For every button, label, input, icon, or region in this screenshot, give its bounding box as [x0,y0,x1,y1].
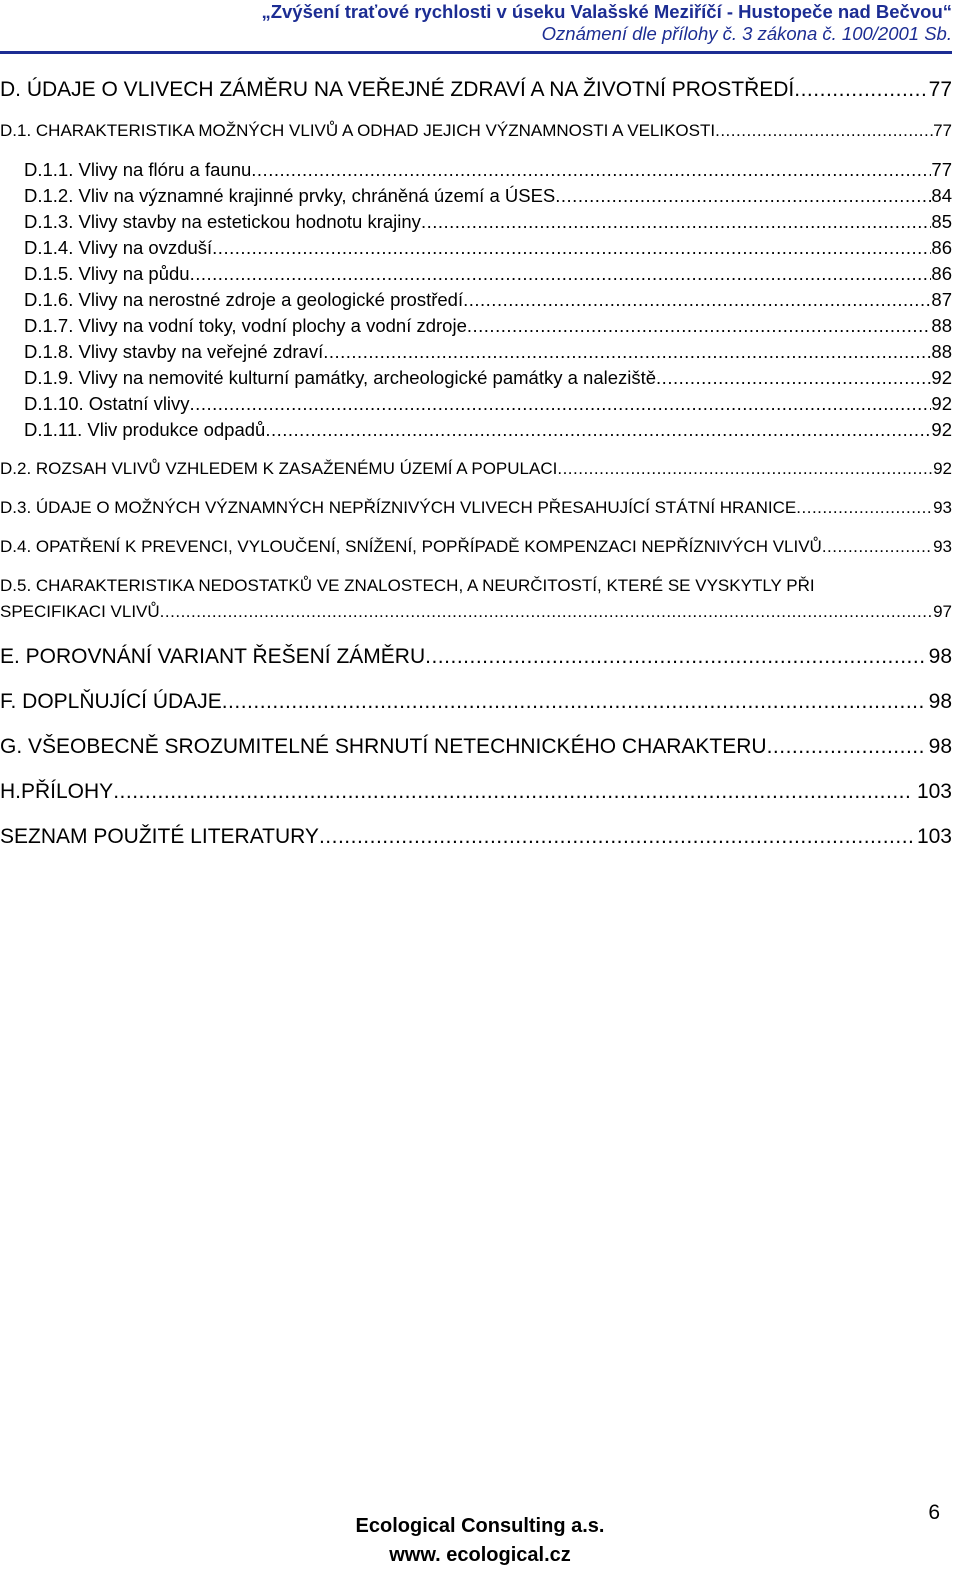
toc-entry-text: D.1.1. Vlivy na flóru a faunu [24,159,252,180]
toc-entry-h[interactable] [0,779,952,805]
toc-entry-page: 97 [933,602,952,621]
toc-leader [555,183,931,209]
toc-leader [323,339,931,365]
toc-leader [113,779,913,805]
footer-website: www. ecological.cz [389,1544,571,1566]
header-title: „Zvýšení traťové rychlosti v úseku Valašské Meziříčí - Hustopeče nad Bečvou“ [261,1,952,22]
toc-leader [265,417,931,443]
toc-entry-d15[interactable] [24,261,952,287]
toc-entry-d[interactable] [0,77,952,103]
toc-entry-d5-line2[interactable] [0,599,952,625]
toc-leader [467,313,932,339]
toc-entry-page: 86 [931,237,952,258]
toc-entry-page: 85 [931,211,952,232]
toc-entry-page: 103 [916,780,952,803]
toc-entry-text: H.PŘÍLOHY [0,780,114,803]
toc-entry-text: D.3. ÚDAJE O MOŽNÝCH VÝZNAMNÝCH NEPŘÍZNIVÝCH VLIVECH PŘESAHUJÍCÍ STÁTNÍ HRANICE [0,498,797,517]
toc-leader [557,456,933,482]
toc-entry-page: 92 [931,393,952,414]
toc-leader [796,495,933,521]
toc-entry-text: D.1.6. Vlivy na nerostné zdroje a geologické prostředí [24,289,464,310]
toc-entry-page: 92 [931,367,952,388]
toc-entry-text: D.4. OPATŘENÍ K PREVENCI, VYLOUČENÍ, SNÍŽENÍ, POPŘÍPADĚ KOMPENZACI NEPŘÍZNIVÝCH VLIVŮ [0,537,822,556]
toc-entry-text: D.1.9. Vlivy na nemovité kulturní památky, archeologické památky a naleziště [24,367,657,388]
toc-entry-text: D.1.11. Vliv produkce odpadů [24,419,266,440]
toc-entry-text: D.1. CHARAKTERISTIKA MOŽNÝCH VLIVŮ A ODHAD JEJICH VÝZNAMNOSTI A VELIKOSTI [0,121,716,140]
toc-entry-d3[interactable] [0,495,952,521]
toc-entry-text: D.1.8. Vlivy stavby na veřejné zdraví [24,341,324,362]
toc-entry-literature[interactable] [0,824,952,850]
toc-entry-d17[interactable] [24,313,952,339]
page-header [0,0,952,45]
toc-entry-page: 77 [931,159,952,180]
toc-entry-d19[interactable] [24,365,952,391]
toc-leader [190,261,932,287]
toc-leader [222,689,925,715]
toc-entry-d16[interactable] [24,287,952,313]
toc-entry-page: 98 [928,645,952,668]
header-subtitle: Oznámení dle přílohy č. 3 zákona č. 100/2001 Sb. [541,23,952,44]
toc-entry-page: 92 [933,459,952,478]
toc-entry-page: 88 [931,315,952,336]
toc-entry-d18[interactable] [24,339,952,365]
toc-entry-d4[interactable] [0,534,952,560]
toc-entry-page: 86 [931,263,952,284]
toc-entry-d14[interactable] [24,235,952,261]
toc-entry-d1[interactable] [0,118,952,144]
toc-entry-text: D.2. ROZSAH VLIVŮ VZHLEDEM K ZASAŽENÉMU ÚZEMÍ A POPULACI [0,459,558,478]
toc-entry-text: G. VŠEOBECNĚ SROZUMITELNÉ SHRNUTÍ NETECHNICKÉHO CHARAKTERU [0,735,767,758]
toc-entry-text: D.1.3. Vlivy stavby na estetickou hodnotu krajiny [24,211,421,232]
toc-entry-page: 93 [933,498,952,517]
toc-entry-text: E. POROVNÁNÍ VARIANT ŘEŠENÍ ZÁMĚRU [0,645,426,668]
toc-leader [767,734,925,760]
toc-entry-text: SPECIFIKACI VLIVŮ [0,602,160,621]
toc-entry-page: 77 [928,78,952,101]
toc-entry-text: D.1.4. Vlivy na ovzduší [24,237,213,258]
toc-entry-d13[interactable] [24,209,952,235]
toc-entry-text: D.1.10. Ostatní vlivy [24,393,190,414]
toc-entry-text: D.1.2. Vliv na významné krajinné prvky, chráněná území a ÚSES [24,185,556,206]
toc-leader [160,599,933,625]
toc-leader [212,235,931,261]
toc-entry-text: D.5. CHARAKTERISTIKA NEDOSTATKŮ VE ZNALOSTECH, A NEURČITOSTÍ, KTERÉ SE VYSKYTLY PŘI [0,576,815,595]
footer-company: Ecological Consulting a.s. [355,1515,605,1537]
toc-leader [425,644,925,670]
toc-entry-text: SEZNAM POUŽITÉ LITERATURY [0,825,319,848]
toc-entry-e[interactable] [0,644,952,670]
toc-entry-page: 103 [916,825,952,848]
toc-entry-d12[interactable] [24,183,952,209]
toc-entry-d5-line1[interactable] [0,573,952,599]
toc-entry-text: D. ÚDAJE O VLIVECH ZÁMĚRU NA VEŘEJNÉ ZDRAVÍ A NA ŽIVOTNÍ PROSTŘEDÍ [0,78,795,101]
toc-entry-g[interactable] [0,734,952,760]
toc-entry-page: 93 [933,537,952,556]
header-divider [0,51,952,54]
toc-entry-page: 98 [928,690,952,713]
toc-entry-text: D.1.5. Vlivy na půdu [24,263,190,284]
toc-leader [421,209,931,235]
toc-leader [656,365,931,391]
toc-entry-page: 88 [931,341,952,362]
toc-entry-d111[interactable] [24,417,952,443]
toc-entry-page: 84 [931,185,952,206]
toc-leader [251,157,931,183]
toc-entry-page: 92 [931,419,952,440]
toc-entry-text: F. DOPLŇUJÍCÍ ÚDAJE [0,690,222,713]
page-number: 6 [928,1501,940,1524]
toc-entry-f[interactable] [0,689,952,715]
toc-entry-d2[interactable] [0,456,952,482]
toc-entry-page: 87 [931,289,952,310]
toc-leader [822,534,933,560]
toc-leader [794,77,924,103]
toc-entry-d11[interactable] [24,157,952,183]
toc-entry-page: 98 [928,735,952,758]
toc-leader [319,824,913,850]
toc-leader [715,118,933,144]
toc-leader [463,287,931,313]
toc-entry-d110[interactable] [24,391,952,417]
toc-entry-text: D.1.7. Vlivy na vodní toky, vodní plochy a vodní zdroje [24,315,467,336]
toc-entry-page: 77 [933,121,952,140]
toc-leader [190,391,932,417]
